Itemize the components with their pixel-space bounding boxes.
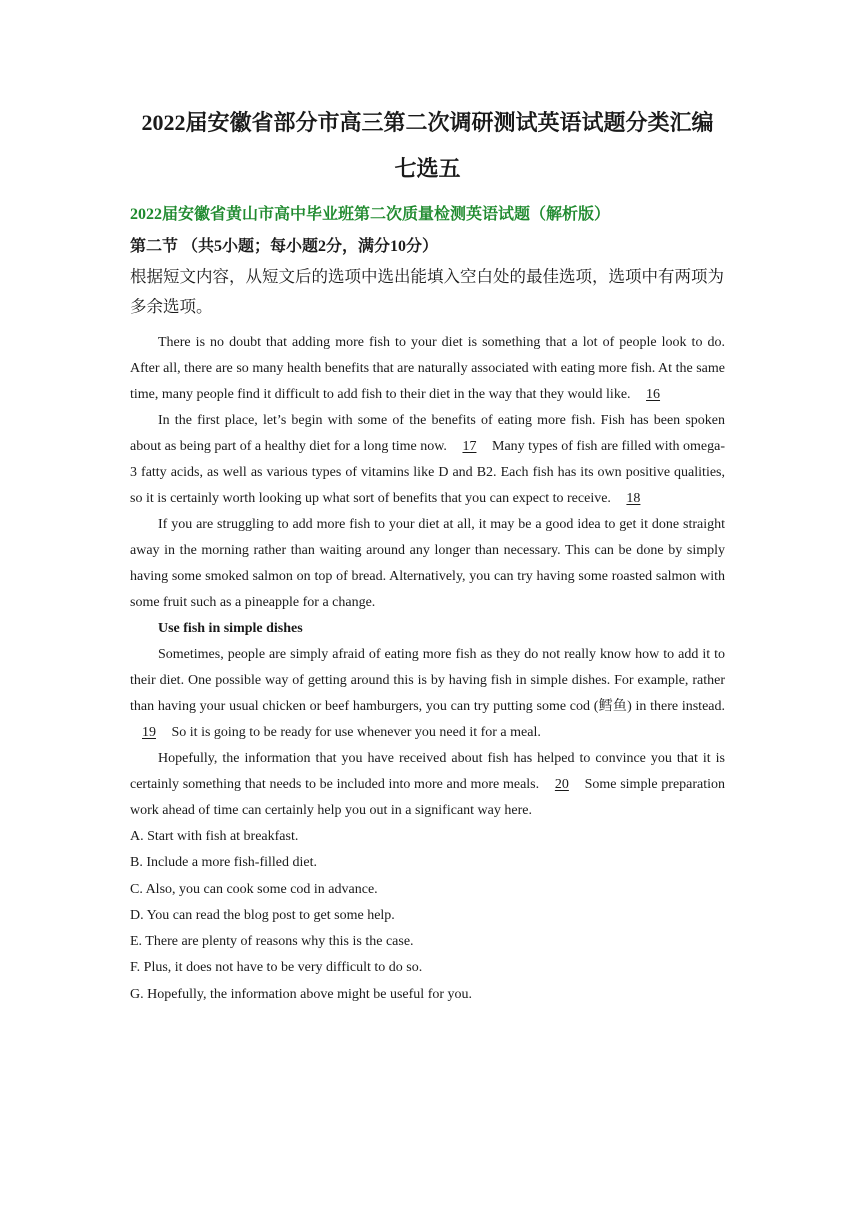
title-line-2: 七选五	[394, 156, 461, 181]
section-header: 第二节 （共5小题；每小题2分，满分10分）	[130, 238, 439, 255]
option-f: F. Plus, it does not have to be very difficult to do so.	[130, 960, 423, 976]
title-line-1: 2022届安徽省部分市高三第二次调研测试英语试题分类汇编	[141, 110, 714, 135]
passage-subheading: Use fish in simple dishes	[158, 621, 303, 636]
answer-options	[130, 824, 725, 1008]
paragraph-text: Many types of fish are filled with omega-3 fatty acids, as well as various types of vitamins like D and B2. Each fish has its own positive qualities, so it is certainly worth looking up what sort of benefits that you can expect to receive.	[130, 439, 726, 506]
document-title	[130, 100, 725, 192]
paragraph-text: Hopefully, the information that you have received about fish has helped to convince you that it is certainly something that needs to be included into more and more meals.	[130, 751, 725, 792]
document-page	[130, 100, 725, 1008]
option-c: C. Also, you can cook some cod in advance.	[130, 881, 378, 897]
option-g: G. Hopefully, the information above might be useful for you.	[130, 986, 473, 1002]
passage-paragraph-4	[130, 642, 725, 746]
source-title: 2022届安徽省黄山市高中毕业班第二次质量检测英语试题（解析版）	[130, 206, 611, 223]
option-d: D. You can read the blog post to get some help.	[130, 907, 395, 923]
passage-paragraph-1	[130, 330, 725, 408]
blank-17: 17	[462, 439, 477, 454]
instruction-text: 根据短文内容，从短文后的选项中选出能填入空白处的最佳选项，选项中有两项为多余选项。	[130, 267, 724, 316]
paragraph-text: There is no doubt that adding more fish to your diet is something that a lot of people look to do. After all, there are so many health benefits that are naturally associated with eating more fish. At the same time, many people find it difficult to add fish to their diet in the way that they would like.	[130, 335, 725, 402]
option-a: A. Start with fish at breakfast.	[130, 829, 299, 844]
paragraph-text: Sometimes, people are simply afraid of eating more fish as they do not really know how to add it to their diet. One possible way of getting around this is by having fish in simple dishes. For example, rather than having your usual chicken or beef hamburgers, you can try putting some cod (鳕鱼) in there instead.	[130, 647, 725, 714]
option-b: B. Include a more fish-filled diet.	[130, 855, 317, 871]
option-e: E. There are plenty of reasons why this is the case.	[130, 934, 414, 950]
paragraph-text: If you are struggling to add more fish to your diet at all, it may be a good idea to get it done straight away in the morning rather than waiting around any longer than necessary. This can be done by simply having some smoked salmon on top of bread. Alternatively, you can try having some roasted salmon with some fruit such as a pineapple for a change.	[130, 517, 725, 610]
paragraph-text: Some simple preparation work ahead of time can certainly help you out in a significant way here.	[130, 777, 726, 818]
blank-18: 18	[626, 491, 641, 506]
blank-20: 20	[554, 777, 569, 792]
blank-16: 16	[646, 387, 661, 402]
blank-19: 19	[142, 725, 156, 740]
paragraph-text: In the first place, let’s begin with some of the benefits of eating more fish. Fish has been spoken about as being part of a healthy diet for a long time now.	[130, 413, 725, 454]
passage-paragraph-5	[130, 746, 725, 824]
paragraph-text: So it is going to be ready for use whenever you need it for a meal.	[171, 725, 541, 740]
passage-paragraph-2	[130, 408, 725, 512]
passage-paragraph-3	[130, 512, 725, 616]
